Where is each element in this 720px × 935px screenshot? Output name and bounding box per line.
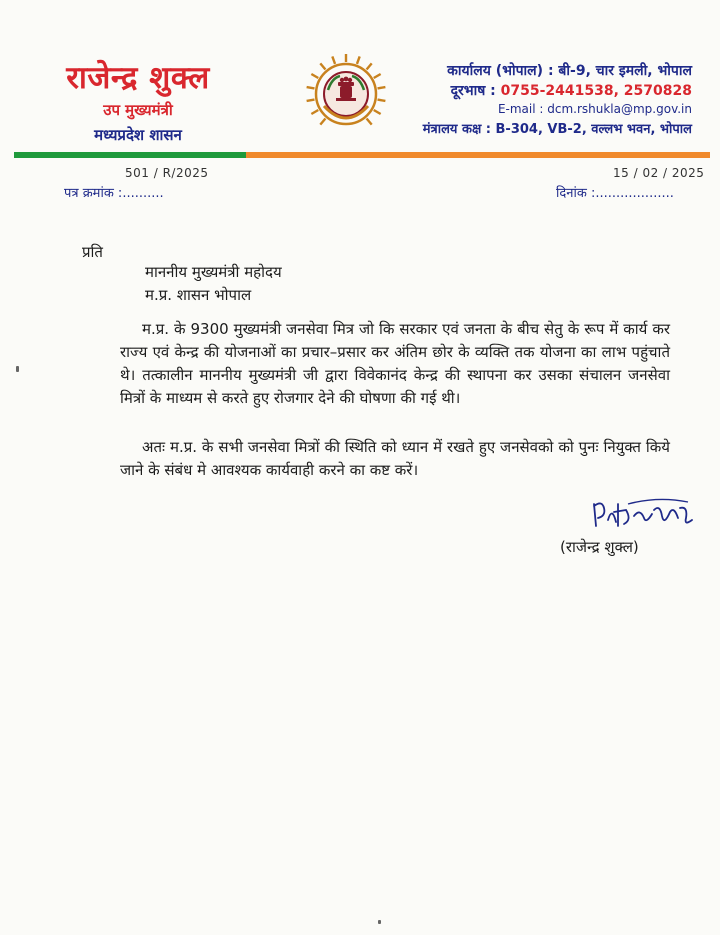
phone-number: 0755-2441538, 2570828 bbox=[500, 83, 692, 99]
sender-designation: उप मुख्यमंत्री bbox=[103, 101, 173, 119]
scan-speck bbox=[16, 366, 19, 372]
letterhead-divider bbox=[14, 152, 710, 158]
government-name: मध्यप्रदेश शासन bbox=[94, 126, 182, 144]
body-paragraph-2: अतः म.प्र. के सभी जनसेवा मित्रों की स्थिति को ध्यान में रखते हुए जनसेवको को पुनः नियुक्त किये जाने के संबंध मे आवश्यक कार्यवाही करने का कष्ट करें। bbox=[120, 438, 670, 479]
ministry-room: मंत्रालय कक्ष : B-304, VB-2, वल्लभ भवन, भोपाल bbox=[422, 122, 692, 137]
divider-saffron-segment bbox=[246, 152, 710, 158]
date-label: दिनांक :................... bbox=[556, 186, 674, 201]
body-paragraph-1: म.प्र. के 9300 मुख्यमंत्री जनसेवा मित्र जो कि सरकार एवं जनता के बीच सेतु के रूप में कार्य कर राज्य एवं केन्द्र की योजनाओं का प्रचार–प्रसार कर अंतिम छोर के व्यक्ति तक योजना का लाभ पहुंचाते थे। तत्कालीन माननीय मुख्यमंत्री जी द्वारा विवेकानंद केन्द्र की स्थापना कर उसका संचालन जनसेवा मित्रों के माध्यम से करते हुए रोजगार देने की घोषणा की गई थी। bbox=[120, 320, 670, 407]
phone-label: दूरभाष : bbox=[450, 83, 501, 99]
office-address: कार्यालय (भोपाल) : बी-9, चार इमली, भोपाल bbox=[447, 63, 692, 79]
reference-number-label: पत्र क्रमांक :.......... bbox=[64, 186, 164, 201]
reference-number-value: 501 / R/2025 bbox=[125, 166, 209, 180]
addressee-line-2: म.प्र. शासन भोपाल bbox=[145, 286, 252, 304]
handwritten-signature bbox=[588, 496, 698, 536]
addressee-line-1: माननीय मुख्यमंत्री महोदय bbox=[145, 263, 282, 281]
email-line: E-mail : dcm.rshukla@mp.gov.in bbox=[497, 102, 692, 116]
scan-speck bbox=[378, 920, 381, 924]
phone-line bbox=[451, 81, 692, 100]
sender-name: राजेन्द्र शुक्ल bbox=[66, 60, 210, 96]
signatory-name: (राजेन्द्र शुक्ल) bbox=[560, 538, 639, 556]
date-value: 15 / 02 / 2025 bbox=[613, 166, 705, 180]
state-emblem-icon bbox=[306, 50, 386, 140]
divider-green-segment bbox=[14, 152, 246, 158]
addressee-prefix: प्रति bbox=[82, 243, 103, 261]
